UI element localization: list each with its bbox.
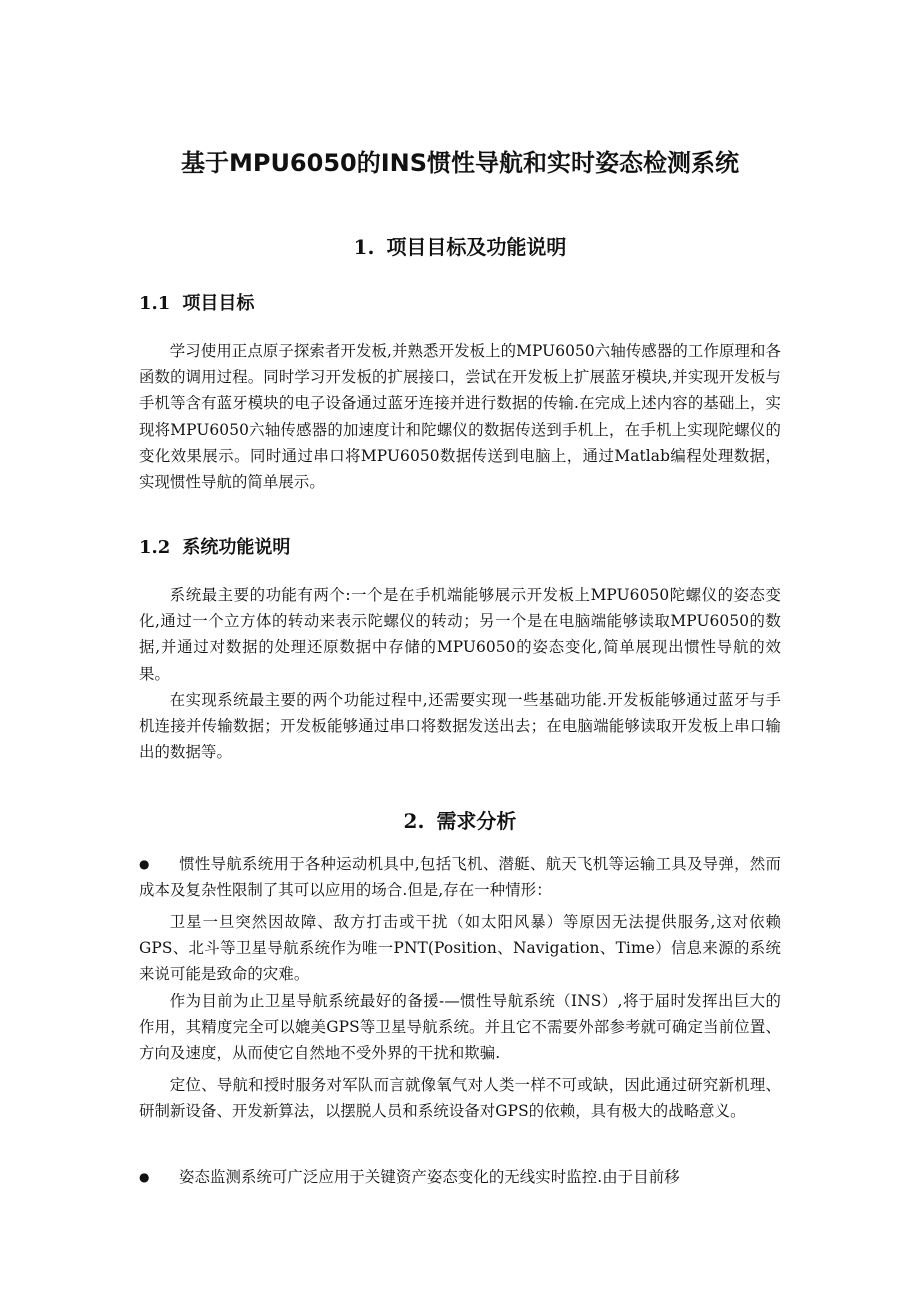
subsection-number: 1.1 (139, 293, 171, 314)
subsection-title: 项目目标 (182, 293, 255, 314)
subsection-1-2-heading (139, 533, 290, 563)
paragraph-function-main: 系统最主要的功能有两个:一个是在手机端能够展示开发板上MPU6050陀螺仪的姿态变化,通过一个立方体的转动来表示陀螺仪的转动；另一个是在电脑端能够读取MPU6050的数据,并通过对数据的处理还原数据中存储的MPU6050的姿态变化,简单展现出惯性导航的效果。 (139, 586, 781, 683)
bullet-text: 姿态监测系统可广泛应用于关键资产姿态变化的无线实时监控.由于目前移 (179, 1168, 680, 1186)
section-title: 项目目标及功能说明 (386, 235, 567, 259)
section-title: 需求分析 (436, 809, 517, 833)
subsection-title: 系统功能说明 (182, 537, 291, 558)
subsection-1-1-heading (139, 289, 254, 319)
bullet-item-ins (139, 851, 781, 903)
section-2-heading (0, 805, 920, 837)
bullet-text: 惯性导航系统用于各种运动机具中,包括飞机、潜艇、航天飞机等运输工具及导弹，然而成本及复杂性限制了其可以应用的场合.但是,存在一种情形： (139, 855, 781, 900)
section-number: 1. (353, 235, 375, 259)
paragraph-function-basic: 在实现系统最主要的两个功能过程中,还需要实现一些基础功能.开发板能够通过蓝牙与手机连接并传输数据；开发板能够通过串口将数据发送出去；在电脑端能够读取开发板上串口输出的数据等。 (139, 691, 781, 762)
bullet-icon: ● (139, 1170, 150, 1184)
paragraph-ins-backup: 作为目前为止卫星导航系统最好的备援-—惯性导航系统（INS）,将于届时发挥出巨大的作用，其精度完全可以媲美GPS等卫星导航系统。并且它不需要外部参考就可确定当前位置、方向及速度，从而使它自然地不受外界的干扰和欺骗. (139, 992, 781, 1063)
bullet-icon: ● (139, 857, 150, 871)
paragraph-satellite-failure: 卫星一旦突然因故障、敌方打击或干扰（如太阳风暴）等原因无法提供服务,这对依赖GPS、北斗等卫星导航系统作为唯一PNT(Position、Navigation、Time）信息来源的系统来说可能是致命的灾难。 (139, 913, 781, 984)
section-number: 2. (403, 809, 425, 833)
paragraph-project-goal: 学习使用正点原子探索者开发板,并熟悉开发板上的MPU6050六轴传感器的工作原理和各函数的调用过程。同时学习开发板的扩展接口，尝试在开发板上扩展蓝牙模块,并实现开发板与手机等含有蓝牙模块的电子设备通过蓝牙连接并进行数据的传输.在完成上述内容的基础上，实现将MPU6050六轴传感器的加速度计和陀螺仪的数据传送到手机上，在手机上实现陀螺仪的变化效果展示。同时通过串口将MPU6050数据传送到电脑上，通过Matlab编程处理数据，实现惯性导航的简单展示。 (139, 342, 781, 492)
subsection-number: 1.2 (139, 537, 171, 558)
document-title: 基于MPU6050的INS惯性导航和实时姿态检测系统 (180, 149, 740, 177)
section-1-heading (0, 231, 920, 263)
paragraph-pnt-importance: 定位、导航和授时服务对军队而言就像氧气对人类一样不可或缺，因此通过研究新机理、研制新设备、开发新算法，以摆脱人员和系统设备对GPS的依赖，具有极大的战略意义。 (139, 1076, 781, 1121)
bullet-item-attitude-monitoring (139, 1164, 781, 1190)
